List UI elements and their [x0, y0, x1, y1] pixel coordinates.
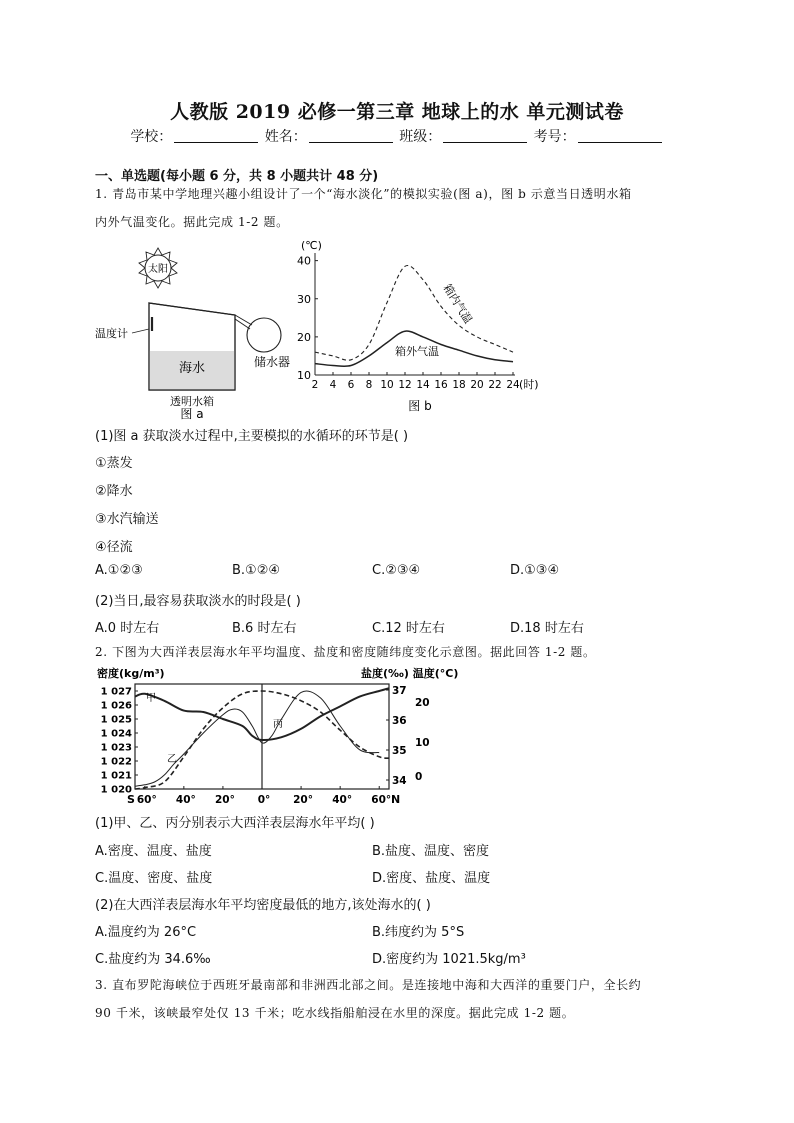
chart-b-x-tick-label: 14	[416, 379, 430, 391]
name-label: 姓名：	[264, 129, 307, 145]
atl-salinity-tick-label: 35	[392, 745, 407, 757]
q2-sub2-option-b[interactable]: B.纬度约为 5°S	[372, 925, 465, 940]
chart-b-y-unit: (℃)	[301, 239, 322, 252]
box-label: 透明水箱	[170, 395, 214, 408]
atl-label-s: S	[127, 793, 135, 806]
q1-sub2-option-d[interactable]: D.18 时左右	[510, 621, 584, 636]
chart-b-x-tick-label: 24	[506, 379, 520, 391]
q2-sub2-option-c[interactable]: C.盐度约为 34.6‰	[95, 952, 211, 967]
q1-sub2-option-c[interactable]: C.12 时左右	[372, 621, 445, 636]
atl-left-unit: 密度(kg/m³)	[97, 667, 165, 680]
q1-sub1-option-b[interactable]: B.①②④	[232, 563, 281, 578]
q2-sub1-option-a[interactable]: A.密度、温度、盐度	[95, 844, 212, 859]
figure-b-temperature-chart	[295, 235, 555, 420]
atl-temp-tick-label: 20	[415, 697, 430, 709]
atl-salinity-tick-label: 36	[392, 715, 407, 727]
atl-salinity-tick-label: 37	[392, 685, 407, 697]
atl-salinity-tick-label: 34	[392, 775, 407, 787]
number-label: 考号：	[533, 129, 576, 145]
chart-b-x-tick-label: 6	[347, 379, 355, 391]
chart-b-outside-label: 箱外气温	[395, 345, 439, 358]
chart-b-x-tick-label: 18	[452, 379, 466, 391]
class-label: 班级：	[399, 129, 442, 145]
chart-b-y-tick-label: 30	[297, 292, 311, 306]
atl-label-n: N	[391, 793, 401, 806]
school-blank[interactable]	[174, 128, 258, 143]
chart-b-x-tick-label: 12	[398, 379, 412, 391]
atl-label-jia: 甲	[146, 693, 156, 704]
chart-b-y-tick-label: 10	[297, 369, 311, 382]
chart-b-inside-label: 箱内气温	[440, 281, 475, 326]
chart-b-y-tick-label: 20	[297, 330, 311, 344]
q1-item-1: ①蒸发	[95, 456, 133, 471]
q1-stem-line1: 1. 青岛市某中学地理兴趣小组设计了一个“海水淡化”的模拟实验(图 a)，图 b 示意当日透明水箱	[95, 187, 632, 201]
q3-line2: 90 千米，该峡最窄处仅 13 千米；吃水线指船舶浸在水里的深度。据此完成 1-2 题。	[95, 1006, 575, 1020]
q1-sub2-option-a[interactable]: A.0 时左右	[95, 621, 160, 636]
q2-sub1-option-d[interactable]: D.密度、盐度、温度	[372, 871, 491, 886]
atl-left-tick-label: 1 023	[100, 742, 132, 754]
chart-b-y-tick-label: 40	[297, 254, 311, 268]
q2-sub1: (1)甲、乙、丙分别表示大西洋表层海水年平均( )	[95, 816, 375, 831]
q2-sub1-option-b[interactable]: B.盐度、温度、密度	[372, 844, 490, 859]
q1-item-3: ③水汽输送	[95, 512, 159, 527]
chart-b-x-tick-label: 20	[470, 379, 484, 391]
atl-x-tick-label: 40°	[332, 794, 353, 806]
atl-label-bing: 丙	[273, 719, 283, 730]
chart-b-x-tick-label: 8	[365, 379, 373, 391]
reservoir-label: 储水器	[254, 355, 291, 369]
figure-a-desalination-apparatus	[90, 245, 305, 420]
q2-sub1-option-c[interactable]: C.温度、密度、盐度	[95, 871, 213, 886]
atl-right-unit: 盐度(‰) 温度(°C)	[361, 667, 459, 680]
atl-x-tick-label: 0°	[257, 794, 271, 806]
q3-stem	[95, 971, 695, 1027]
figure-atlantic-chart	[95, 664, 459, 806]
figure-b-caption: 图 b	[408, 399, 432, 413]
page-title: 人教版 2019 必修一第三章 地球上的水 单元测试卷	[170, 101, 624, 123]
sun-icon	[139, 248, 177, 288]
q1-sub2: (2)当日,最容易获取淡水的时段是( )	[95, 594, 301, 609]
q2-sub2-option-a[interactable]: A.温度约为 26°C	[95, 925, 197, 940]
chart-b-x-tick-label: 10	[380, 379, 394, 391]
atl-left-tick-label: 1 026	[100, 700, 132, 712]
q1-stem	[95, 180, 695, 236]
atl-left-tick-label: 1 024	[100, 728, 132, 740]
name-blank[interactable]	[309, 128, 393, 143]
q1-sub2-option-b[interactable]: B.6 时左右	[232, 621, 297, 636]
chart-b-x-tick-label: 22	[488, 379, 502, 391]
school-label: 学校：	[130, 129, 173, 145]
reservoir-icon	[247, 318, 281, 352]
q2-sub2-option-d[interactable]: D.密度约为 1021.5kg/m³	[372, 952, 526, 967]
q1-sub1-option-d[interactable]: D.①③④	[510, 563, 560, 578]
chart-b-x-unit: (时)	[519, 378, 539, 391]
q1-sub1: (1)图 a 获取淡水过程中,主要模拟的水循环的环节是( )	[95, 429, 409, 444]
student-info-line	[0, 126, 794, 146]
atl-left-tick-label: 1 022	[100, 756, 132, 768]
q1-sub1-option-c[interactable]: C.②③④	[372, 563, 421, 578]
class-blank[interactable]	[443, 128, 527, 143]
section-heading: 一、单选题(每小题 6 分，共 8 小题共计 48 分)	[95, 169, 379, 184]
atl-left-tick-label: 1 025	[100, 714, 132, 726]
number-blank[interactable]	[578, 128, 662, 143]
q2-stem: 2. 下图为大西洋表层海水年平均温度、盐度和密度随纬度变化示意图。据此回答 1-2 题。	[95, 645, 596, 659]
chart-b-x-tick-label: 16	[434, 379, 448, 391]
seawater-label: 海水	[178, 361, 206, 376]
q2-sub2: (2)在大西洋表层海水年平均密度最低的地方,该处海水的( )	[95, 898, 431, 913]
q3-line1: 3. 直布罗陀海峡位于西班牙最南部和非洲西北部之间。是连接地中海和大西洋的重要门户，全长约	[95, 978, 642, 992]
atl-x-tick-label: 20°	[214, 794, 235, 806]
atl-x-tick-label: 60°	[371, 794, 392, 806]
chart-b-x-tick-label: 2	[311, 379, 319, 391]
thermometer-label: 温度计	[95, 327, 128, 340]
atl-x-tick-label: 40°	[175, 794, 196, 806]
atl-x-tick-label: 60°	[136, 794, 157, 806]
q1-sub1-option-a[interactable]: A.①②③	[95, 563, 143, 578]
atl-left-tick-label: 1 027	[100, 686, 132, 698]
atl-label-yi: 乙	[167, 754, 177, 765]
sun-label: 太阳	[148, 264, 168, 275]
figure-a-caption: 图 a	[180, 407, 204, 421]
atl-left-tick-label: 1 020	[100, 784, 132, 796]
atl-temp-tick-label: 10	[415, 737, 430, 749]
q1-item-4: ④径流	[95, 540, 133, 555]
atl-x-tick-label: 20°	[293, 794, 314, 806]
q1-item-2: ②降水	[95, 484, 133, 499]
chart-b-x-tick-label: 4	[329, 379, 337, 391]
atl-left-tick-label: 1 021	[100, 770, 132, 782]
q1-stem-line2: 内外气温变化。据此完成 1-2 题。	[95, 215, 289, 229]
atl-temp-tick-label: 0	[415, 771, 423, 783]
